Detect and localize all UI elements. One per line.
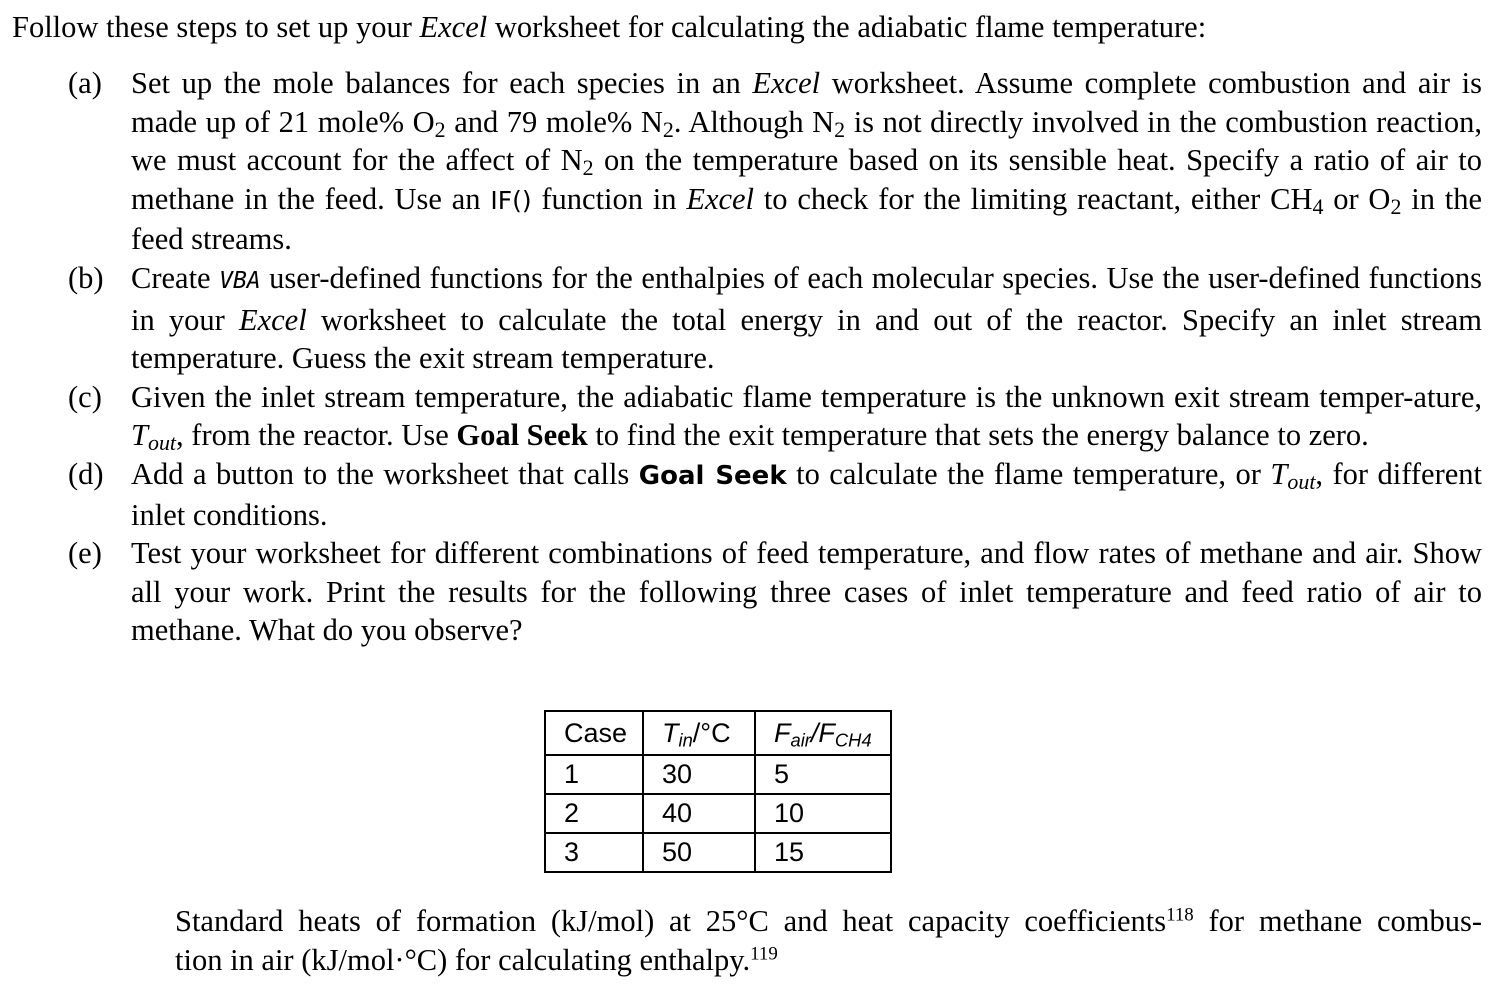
footnote-ref: 118 [1166,904,1194,926]
step-b: (b) Create VBA user-defined functions for the enthalpies of each molecular species. Use the user-defined functions in your Excel worksheet to calculate the total energy in and out of the reactor. Specify an inlet stream temperature. Guess the exit stream temperature. [68,260,1483,376]
cell-tin: 40 [643,794,755,833]
header-tin: Tin/°C [643,711,755,755]
step-label: (a) [68,66,102,100]
table-header-row [545,711,891,755]
cell-case: 1 [545,755,643,794]
cell-case: 2 [545,794,643,833]
step-label: (d) [68,456,104,491]
step-list [68,64,1482,650]
header-case: Case [545,711,643,755]
header-ratio: Fair/FCH4 [755,711,891,755]
goal-seek-term: Goal Seek [638,460,787,491]
cell-tin: 50 [643,833,755,872]
if-function: IF() [490,185,532,215]
goal-seek-term: Goal Seek [456,418,588,453]
step-c: (c) Given the inlet stream temperature, the adiabatic flame temperature is the unknown exit stream temper-ature, $T_{out}$, from the reactor. Use Goal Seek to find the exit temperature that sets the energy balance to zero. [68,379,1482,456]
vba-term: VBA [219,267,261,294]
cell-ratio: 5 [755,755,891,794]
cases-table [544,710,892,873]
step-d: (d) Add a button to the worksheet that calls Goal Seek to calculate the flame temperature, or $T_{out}$, for different inlet conditions. [68,456,1482,532]
cell-ratio: 10 [755,794,891,833]
table-row [545,794,891,833]
excel-term: Excel [419,10,488,44]
step-e: (e) Test your worksheet for different combinations of feed temperature, and flow rates of methane and air. Show all your work. Print the results for the following three cases of inlet temperature and feed ratio of air to methane. What do you observe? [68,536,1482,648]
table-row [545,833,891,872]
table-caption: Standard heats of formation (kJ/mol) at 25°C and heat capacity coefficients$^{118}$ for methane combus- tion in air (kJ/mol·°C) for calculating enthalpy.$^{119}$ [175,904,1482,977]
step-a: (a) Set up the mole balances for each species in an Excel worksheet. Assume complete combustion and air is made up of 21 mole% $O_2$ and 79 mole% $N_2$. Although $N_2$ is not directly involved in the combustion reaction, we must account for the affect of $N_2$ on the temperature based on its sensible heat. Specify a ratio of air to methane in the feed. Use an IF() function in Excel to check for the limiting reactant, either $CH_4$ or $O_2$ in the feed streams. [68,66,1482,257]
step-label: (b) [68,260,104,295]
step-label: (e) [68,536,102,571]
step-label: (c) [68,379,102,414]
cell-ratio: 15 [755,833,891,872]
cell-tin: 30 [643,755,755,794]
table-row [545,755,891,794]
intro-sentence: Follow these steps to set up your Excel worksheet for calculating the adiabatic flame temperature: [12,10,1207,44]
cell-case: 3 [545,833,643,872]
footnote-ref: 119 [750,943,778,965]
